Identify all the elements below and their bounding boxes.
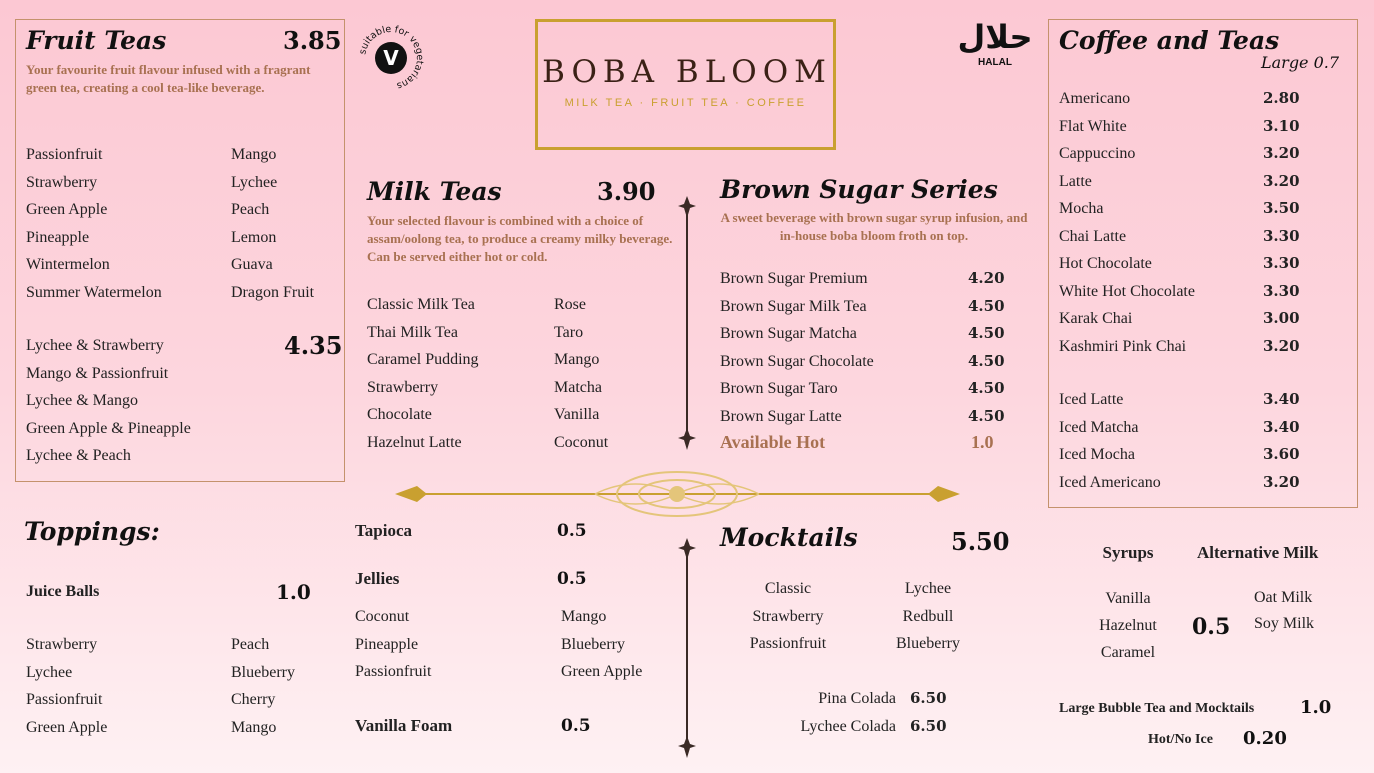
mocktails-title: Mocktails [720, 523, 858, 552]
vanilla-foam-label: Vanilla Foam [355, 716, 453, 735]
coffee-teas-title: Coffee and Teas [1059, 26, 1280, 55]
list-item: Oat Milk [1254, 589, 1313, 606]
coffee-iced-prices [1263, 386, 1300, 496]
syrups-title: Syrups [1102, 543, 1154, 562]
list-item: 4.50 [968, 324, 1005, 342]
list-item: 3.20 [1263, 472, 1300, 491]
list-item: Taro [554, 323, 584, 341]
list-item: Rose [554, 296, 586, 313]
brown-sugar-list [720, 265, 874, 430]
fruit-teas-right-list [231, 141, 314, 306]
list-item: 3.40 [1263, 390, 1300, 408]
list-item: Hazelnut Latte [367, 433, 462, 451]
list-item: 3.30 [1263, 281, 1300, 300]
extras-price: 0.5 [1192, 614, 1231, 640]
toppings-title: Toppings: [24, 517, 160, 546]
mocktail-specials-prices [910, 685, 947, 740]
jellies-right-list [561, 603, 642, 686]
list-item: Mango [231, 146, 277, 163]
fruit-combos-list [26, 332, 191, 470]
list-item: Lychee [904, 580, 952, 597]
list-item: Flat White [1059, 117, 1127, 135]
fleur-ornament-icon [678, 196, 696, 218]
list-item: Lychee [231, 173, 278, 191]
fruit-combos-price: 4.35 [284, 331, 343, 360]
fleur-ornament-icon [678, 428, 696, 450]
list-item: 3.60 [1263, 445, 1300, 463]
fleur-ornament-icon [678, 736, 696, 758]
list-item: Green Apple [26, 201, 108, 218]
jellies-price: 0.5 [557, 569, 587, 589]
milk-teas-left-list [367, 291, 479, 456]
list-item: Iced Matcha [1059, 418, 1139, 436]
list-item: Brown Sugar Taro [720, 380, 838, 397]
list-item: Green Apple [26, 718, 108, 736]
list-item: Hazelnut [1099, 617, 1157, 634]
list-item: Green Apple [561, 663, 643, 680]
brown-sugar-description: A sweet beverage with brown sugar syrup infusion, and in-house boba bloom froth on top. [720, 210, 1028, 243]
milk-teas-description: Your selected flavour is combined with a choice of assam/oolong tea, to produce a creamy milky beverage. Can be served either hot or cold. [367, 213, 673, 264]
brand-tagline: MILK TEA · FRUIT TEA · COFFEE [564, 97, 807, 109]
list-item: Latte [1059, 172, 1092, 190]
list-item: Passionfruit [26, 146, 103, 163]
fruit-teas-price: 3.85 [283, 26, 342, 55]
veg-letter: V [383, 46, 399, 70]
list-item: 3.50 [1263, 199, 1300, 217]
mocktail-specials-list [786, 685, 896, 740]
list-item: Strawberry [752, 607, 824, 625]
mocktails-right-list [868, 575, 988, 658]
juice-balls-label: Juice Balls [26, 583, 100, 600]
coffee-size-label: Large 0.7 [1261, 53, 1340, 72]
list-item: 4.20 [968, 269, 1005, 287]
list-item: Passionfruit [749, 635, 827, 652]
coffee-hot-prices [1263, 85, 1300, 360]
tapioca-label: Tapioca [355, 521, 413, 540]
list-item: Iced Americano [1059, 473, 1161, 491]
list-item: Cappuccino [1059, 145, 1136, 162]
list-item: Brown Sugar Chocolate [720, 352, 874, 370]
list-item: Summer Watermelon [26, 283, 162, 301]
list-item: Karak Chai [1059, 310, 1133, 327]
list-item: Lemon [231, 228, 277, 246]
list-item: 3.00 [1263, 309, 1300, 327]
list-item: Strawberry [26, 173, 98, 191]
list-item: Redbull [902, 607, 954, 625]
list-item: Classic Milk Tea [367, 296, 475, 313]
list-item: 6.50 [910, 716, 947, 735]
list-item: Vanilla [554, 406, 600, 423]
juice-balls-right-list [231, 631, 295, 741]
list-item: Matcha [554, 378, 602, 396]
list-item: Strawberry [367, 378, 439, 396]
list-item: Lychee & Peach [26, 447, 131, 464]
bottom-vertical-divider [686, 545, 688, 755]
list-item: Pina Colada [818, 690, 896, 707]
fruit-teas-left-list [26, 141, 162, 306]
milk-teas-price: 3.90 [597, 177, 656, 206]
tapioca-price: 0.5 [557, 521, 587, 541]
alt-milk-list [1254, 585, 1314, 637]
list-item: Mango [561, 608, 607, 625]
large-upgrade-label: Large Bubble Tea and Mocktails [1059, 701, 1255, 716]
list-item: Pineapple [355, 635, 419, 653]
list-item: Americano [1059, 90, 1131, 107]
list-item: 4.50 [968, 379, 1005, 397]
list-item: Guava [231, 256, 273, 273]
list-item: Brown Sugar Matcha [720, 325, 857, 342]
fruit-teas-description: Your favourite fruit flavour infused with a fragrant green tea, creating a cool tea-like beverage. [26, 62, 311, 95]
list-item: Lychee [26, 663, 73, 681]
list-item: Strawberry [26, 636, 98, 653]
list-item: Mango [554, 351, 600, 368]
milk-teas-title: Milk Teas [367, 177, 502, 206]
list-item: Caramel Pudding [367, 351, 479, 368]
list-item: Pineapple [26, 228, 90, 246]
list-item: Coconut [355, 608, 410, 625]
list-item: 3.20 [1263, 144, 1300, 162]
halal-label: HALAL [978, 57, 1012, 68]
list-item: 4.50 [968, 351, 1005, 370]
list-item: Iced Mocha [1059, 446, 1135, 463]
list-item: Blueberry [561, 635, 625, 653]
list-item: Lychee Colada [800, 717, 896, 735]
list-item: Passionfruit [26, 691, 103, 708]
list-item: Chocolate [367, 406, 432, 423]
list-item: Chai Latte [1059, 227, 1127, 245]
list-item: Caramel [1100, 644, 1156, 661]
list-item: Cherry [231, 691, 276, 708]
list-item: Dragon Fruit [231, 283, 315, 301]
list-item: Wintermelon [26, 256, 110, 273]
list-item: 6.50 [910, 689, 947, 707]
large-upgrade-price: 1.0 [1300, 697, 1332, 718]
list-item: Brown Sugar Premium [720, 270, 868, 287]
alt-milk-title: Alternative Milk [1197, 543, 1319, 562]
top-vertical-divider [686, 200, 688, 445]
available-hot-label: Available Hot [720, 432, 826, 452]
list-item: Green Apple & Pineapple [26, 419, 191, 437]
syrups-list [1078, 585, 1178, 666]
milk-teas-right-list [554, 291, 608, 456]
list-item: Blueberry [231, 663, 295, 681]
list-item: Brown Sugar Latte [720, 407, 842, 425]
list-item: Hot Chocolate [1059, 255, 1152, 272]
brown-sugar-title: Brown Sugar Series [720, 175, 998, 204]
mocktails-left-list [728, 575, 848, 658]
list-item: Peach [231, 201, 270, 218]
list-item: Brown Sugar Milk Tea [720, 297, 867, 315]
list-item: Lychee & Strawberry [26, 337, 164, 354]
jellies-left-list [355, 603, 431, 686]
jellies-label: Jellies [355, 569, 400, 588]
juice-balls-price: 1.0 [276, 580, 311, 604]
list-item: 4.50 [968, 296, 1005, 315]
list-item: Iced Latte [1059, 391, 1124, 408]
juice-balls-left-list [26, 631, 107, 741]
list-item: Lychee & Mango [26, 392, 138, 409]
list-item: Mocha [1059, 200, 1104, 217]
hot-no-ice-label: Hot/No Ice [1148, 732, 1213, 747]
mocktails-price: 5.50 [951, 527, 1010, 556]
ornamental-divider-icon [395, 468, 960, 520]
list-item: Classic [764, 580, 812, 597]
list-item: Peach [231, 636, 270, 653]
brand-name: BOBA BLOOM [542, 54, 832, 90]
list-item: 2.80 [1263, 89, 1300, 107]
list-item: Passionfruit [355, 663, 432, 680]
list-item: Mango & Passionfruit [26, 364, 169, 382]
veg-badge-text: suitable for vegetarians [357, 23, 426, 92]
list-item: White Hot Chocolate [1059, 282, 1195, 300]
list-item: 4.50 [968, 406, 1005, 425]
fruit-teas-title: Fruit Teas [26, 26, 167, 55]
list-item: Thai Milk Tea [367, 323, 459, 341]
list-item: 3.10 [1263, 116, 1300, 135]
list-item: Kashmiri Pink Chai [1059, 337, 1187, 355]
coffee-hot-list [1059, 85, 1195, 360]
list-item: 3.30 [1263, 254, 1300, 272]
list-item: 3.30 [1263, 226, 1300, 245]
halal-arabic-logo: حلال [957, 18, 1033, 56]
list-item: 3.20 [1263, 171, 1300, 190]
fleur-ornament-icon [678, 538, 696, 560]
vanilla-foam-price: 0.5 [561, 716, 591, 736]
hot-no-ice-price: 0.20 [1243, 728, 1287, 749]
brown-sugar-prices [968, 265, 1005, 430]
list-item: Soy Milk [1254, 615, 1315, 632]
list-item: Mango [231, 718, 277, 736]
list-item: Blueberry [896, 635, 960, 652]
list-item: 3.20 [1263, 336, 1300, 355]
available-hot-price: 1.0 [971, 432, 994, 452]
list-item: Vanilla [1105, 590, 1151, 607]
list-item: Coconut [554, 433, 609, 451]
coffee-iced-list [1059, 386, 1161, 496]
list-item: 3.40 [1263, 417, 1300, 436]
vegetarian-badge-icon [355, 22, 427, 94]
